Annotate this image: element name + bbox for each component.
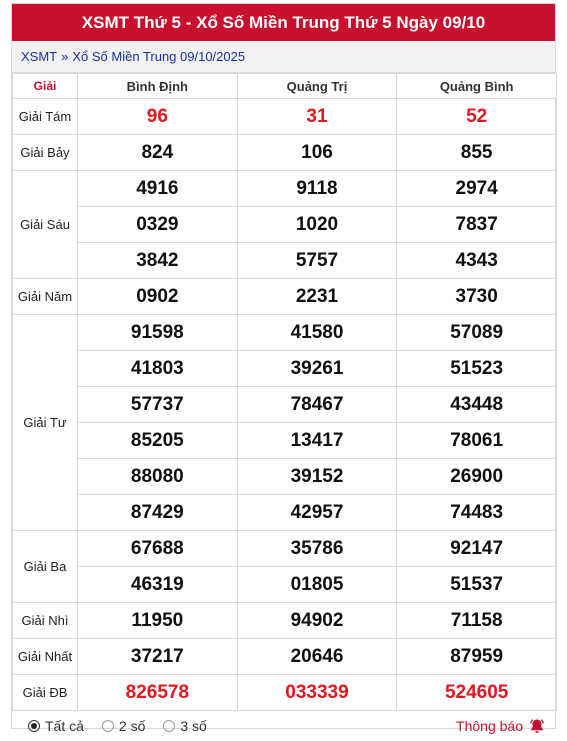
result-row [13, 567, 557, 603]
filter-option-label: 3 số [180, 718, 207, 734]
province-header: Bình Định [78, 74, 238, 99]
prize-number: 42957 [237, 495, 397, 531]
prize-number: 78467 [237, 387, 397, 423]
result-row [13, 639, 557, 675]
results-table [12, 73, 557, 711]
prize-number: 88080 [78, 459, 238, 495]
prize-label: Giải ĐB [13, 675, 78, 711]
prize-number: 96 [78, 99, 238, 135]
prize-number: 20646 [237, 639, 397, 675]
prize-number: 67688 [78, 531, 238, 567]
radio-icon[interactable] [102, 720, 114, 732]
result-row [13, 207, 557, 243]
prize-number: 87429 [78, 495, 238, 531]
prize-number: 9118 [237, 171, 397, 207]
prize-number: 524605 [397, 675, 557, 711]
prize-number: 92147 [397, 531, 557, 567]
prize-number: 033339 [237, 675, 397, 711]
prize-number: 824 [78, 135, 238, 171]
result-row [13, 243, 557, 279]
prize-label: Giải Nhì [13, 603, 78, 639]
prize-number: 106 [237, 135, 397, 171]
bell-icon [529, 718, 545, 734]
prize-number: 37217 [78, 639, 238, 675]
prize-label: Giải Sáu [13, 171, 78, 279]
result-row [13, 459, 557, 495]
prize-number: 57089 [397, 315, 557, 351]
breadcrumb-separator: » [61, 49, 69, 64]
digit-filter-bar [12, 711, 555, 741]
prize-number: 4916 [78, 171, 238, 207]
prize-number: 0902 [78, 279, 238, 315]
filter-option-label: Tất cả [45, 718, 84, 734]
notification-label: Thông báo [456, 718, 523, 734]
notification-button[interactable] [456, 711, 545, 741]
prize-number: 01805 [237, 567, 397, 603]
breadcrumb [12, 41, 555, 73]
result-row [13, 315, 557, 351]
prize-number: 5757 [237, 243, 397, 279]
prize-number: 35786 [237, 531, 397, 567]
result-row [13, 531, 557, 567]
prize-number: 87959 [397, 639, 557, 675]
result-row [13, 387, 557, 423]
prize-number: 51537 [397, 567, 557, 603]
prize-number: 0329 [78, 207, 238, 243]
prize-column-header: Giải [13, 74, 78, 99]
prize-number: 7837 [397, 207, 557, 243]
filter-option-2-digits[interactable] [102, 718, 145, 734]
prize-number: 39261 [237, 351, 397, 387]
breadcrumb-home-link[interactable]: XSMT [21, 49, 58, 64]
filter-option-label: 2 số [118, 718, 146, 734]
radio-icon[interactable] [163, 720, 175, 732]
prize-number: 2231 [237, 279, 397, 315]
prize-number: 13417 [237, 423, 397, 459]
prize-number: 41580 [237, 315, 397, 351]
prize-number: 31 [237, 99, 397, 135]
prize-number: 57737 [78, 387, 238, 423]
prize-number: 46319 [78, 567, 238, 603]
result-row [13, 99, 557, 135]
prize-label: Giải Tư [13, 315, 78, 531]
prize-number: 41803 [78, 351, 238, 387]
result-row [13, 675, 557, 711]
prize-number: 855 [397, 135, 557, 171]
result-row [13, 279, 557, 315]
prize-label: Giải Nhất [13, 639, 78, 675]
result-row [13, 351, 557, 387]
radio-selected-icon[interactable] [28, 720, 40, 732]
filter-option-all[interactable] [28, 718, 84, 734]
prize-number: 71158 [397, 603, 557, 639]
prize-number: 11950 [78, 603, 238, 639]
prize-label: Giải Bảy [13, 135, 78, 171]
prize-number: 4343 [397, 243, 557, 279]
prize-number: 826578 [78, 675, 238, 711]
prize-label: Giải Tám [13, 99, 78, 135]
result-row [13, 495, 557, 531]
prize-number: 43448 [397, 387, 557, 423]
results-panel [11, 3, 556, 734]
prize-number: 94902 [237, 603, 397, 639]
result-row [13, 171, 557, 207]
table-header-row [13, 74, 557, 99]
province-header: Quảng Trị [237, 74, 397, 99]
prize-number: 78061 [397, 423, 557, 459]
prize-number: 85205 [78, 423, 238, 459]
prize-number: 3730 [397, 279, 557, 315]
prize-number: 51523 [397, 351, 557, 387]
prize-number: 39152 [237, 459, 397, 495]
prize-number: 74483 [397, 495, 557, 531]
prize-number: 52 [397, 99, 557, 135]
filter-option-3-digits[interactable] [163, 718, 206, 734]
prize-number: 2974 [397, 171, 557, 207]
result-row [13, 423, 557, 459]
result-row [13, 135, 557, 171]
breadcrumb-current-link[interactable]: Xổ Số Miền Trung 09/10/2025 [72, 49, 246, 64]
province-header: Quảng Bình [397, 74, 557, 99]
prize-label: Giải Ba [13, 531, 78, 603]
page-title: XSMT Thứ 5 - Xổ Số Miền Trung Thứ 5 Ngày 09/10 [12, 4, 555, 41]
prize-number: 91598 [78, 315, 238, 351]
result-row [13, 603, 557, 639]
prize-label: Giải Năm [13, 279, 78, 315]
prize-number: 1020 [237, 207, 397, 243]
prize-number: 26900 [397, 459, 557, 495]
prize-number: 3842 [78, 243, 238, 279]
